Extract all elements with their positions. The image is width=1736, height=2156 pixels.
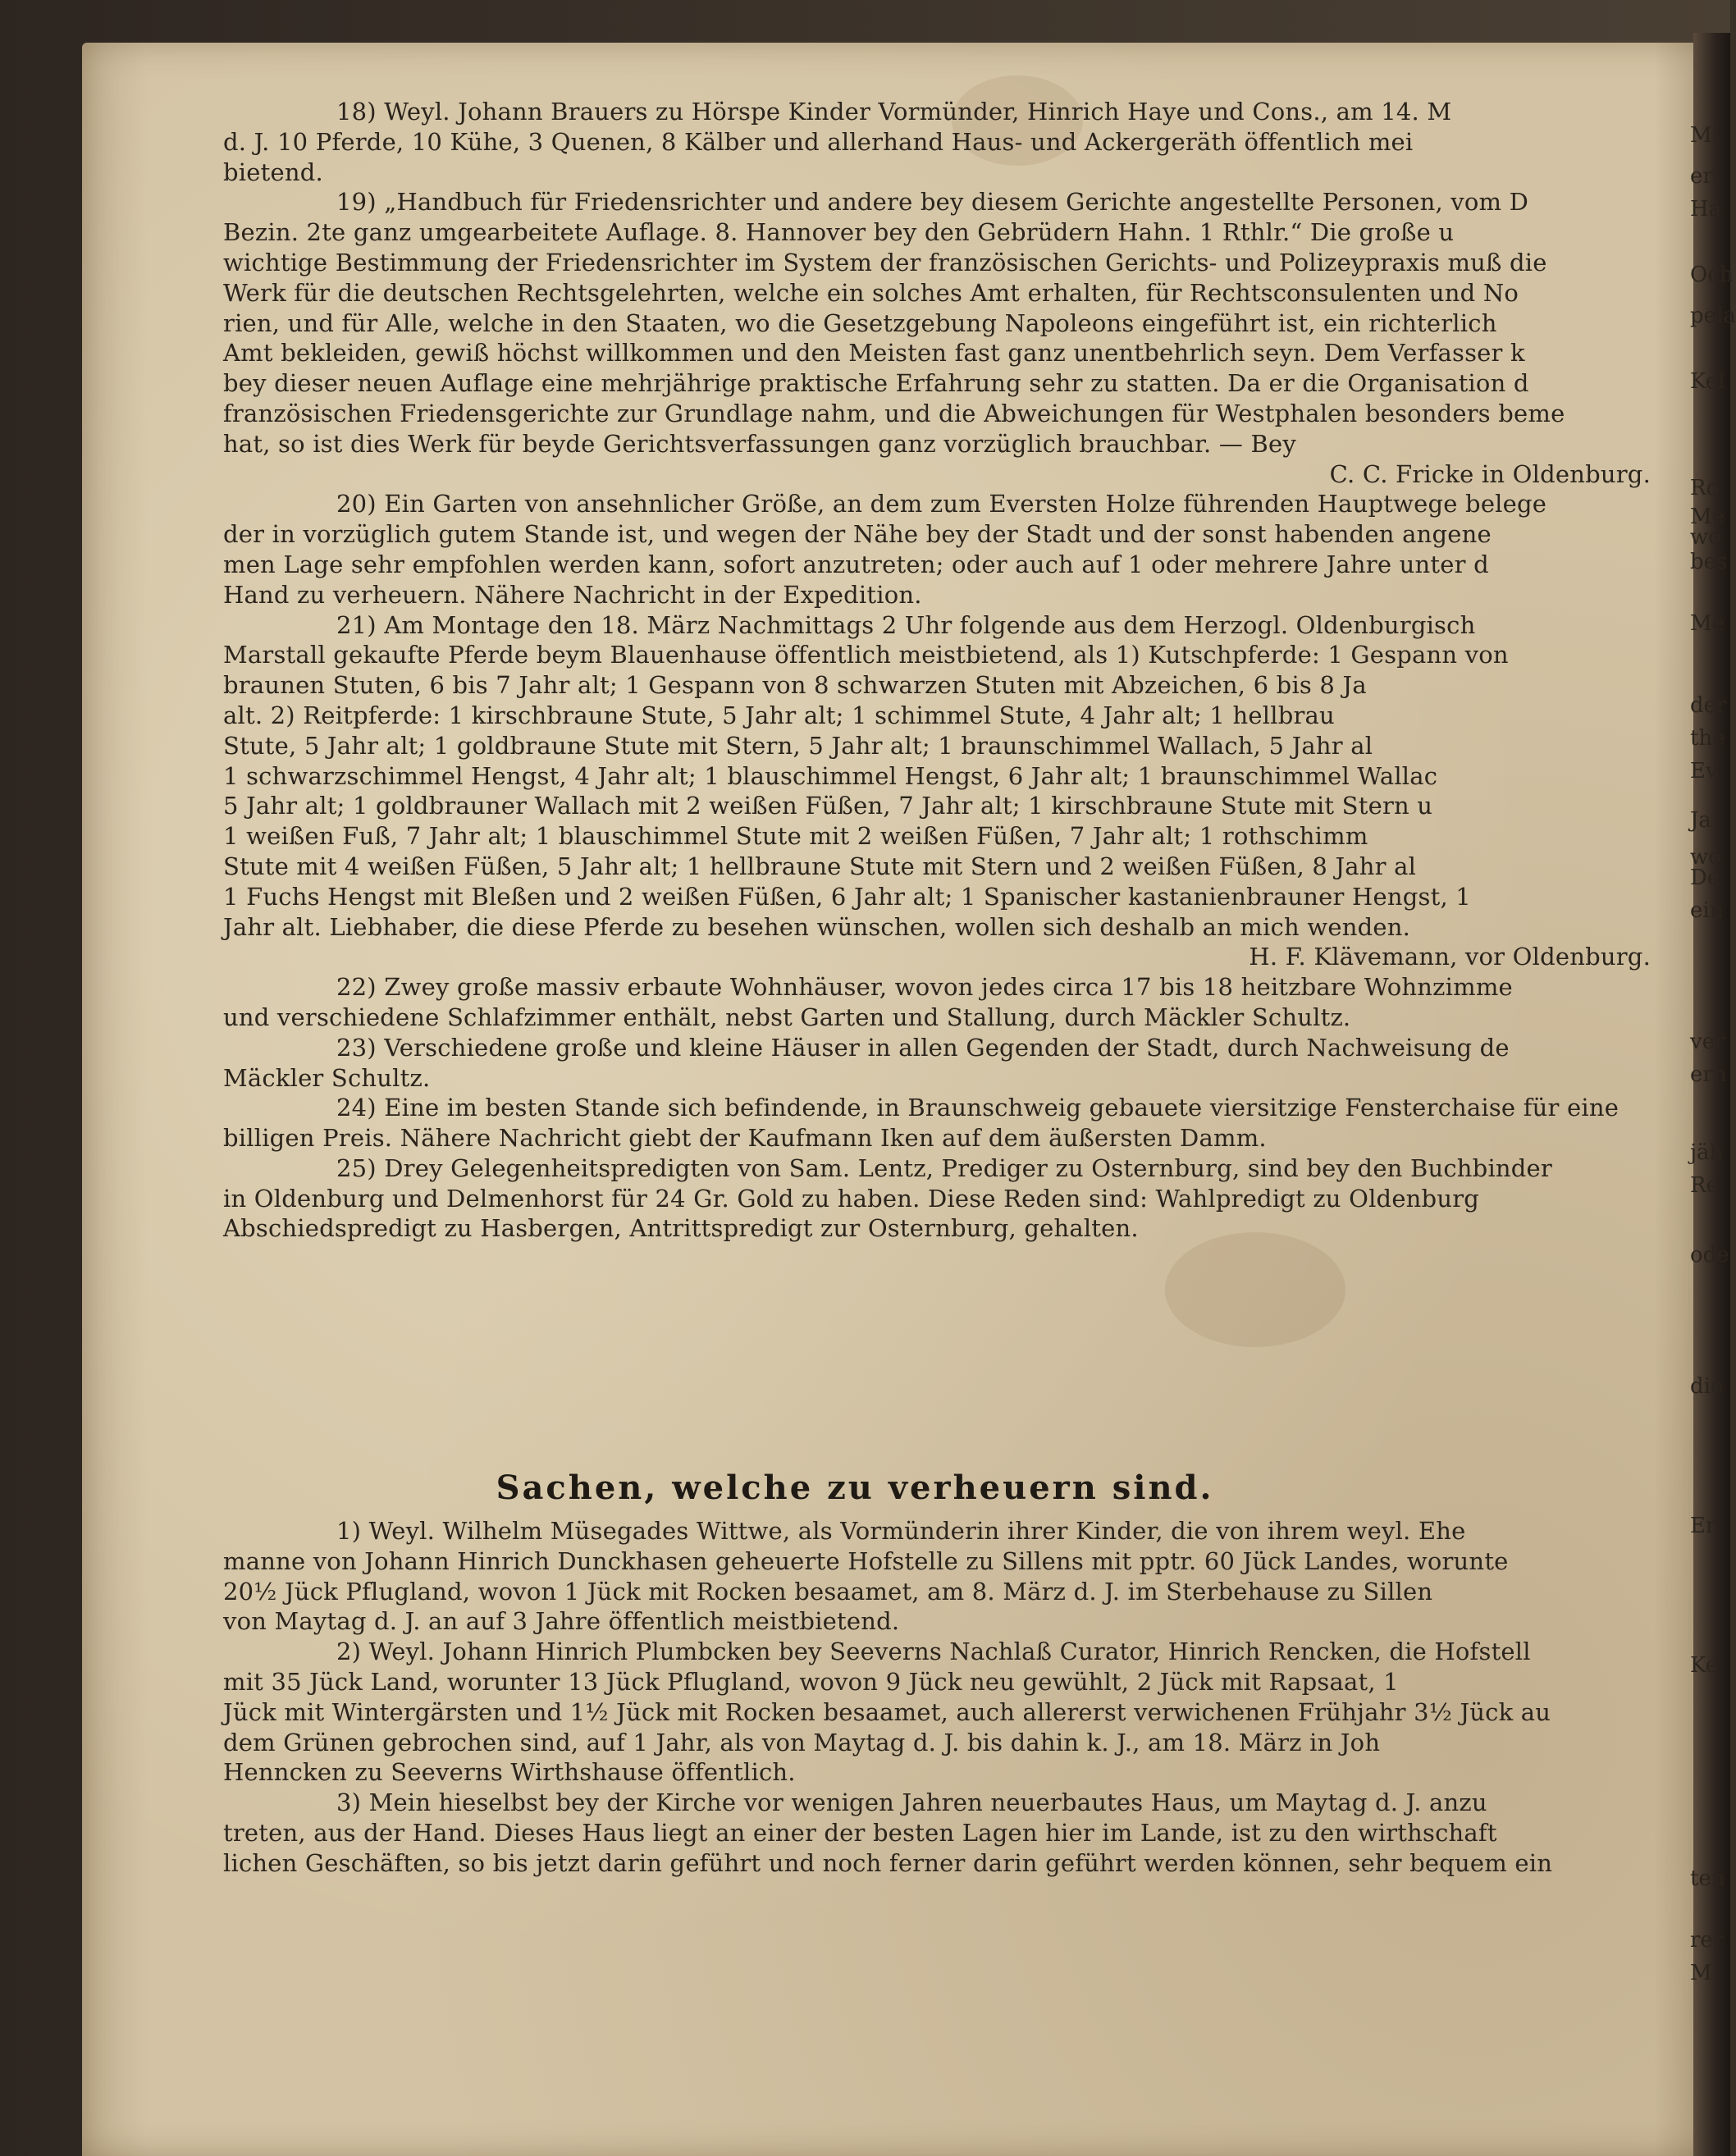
paragraph-23-line: 23) Verschiedene große und kleine Häuser in allen Gegenden der Stadt, durch Nachweisung de [336,1033,1510,1062]
paragraph-21-line: 21) Am Montage den 18. März Nachmittags 2 Uhr folgende aus dem Herzogl. Oldenburgisch [336,610,1476,639]
item-2-line: 2) Weyl. Johann Hinrich Plumbcken bey Seeverns Nachlaß Curator, Hinrich Rencken, die Hofstell [336,1638,1531,1666]
item-1-line: 1) Weyl. Wilhelm Müsegades Wittwe, als Vormünderin ihrer Kinder, die von ihrem weyl. Ehe [336,1517,1466,1545]
paragraph-22-line: und verschiedene Schlafzimmer enthält, nebst Garten und Stallung, durch Mäckler Schultz. [223,1003,1351,1031]
paragraph-25-line: 25) Drey Gelegenheitspredigten von Sam. Lentz, Prediger zu Osternburg, sind bey den Buchbinder [336,1153,1552,1182]
item-3-line: treten, aus der Hand. Dieses Haus liegt an einer der besten Lagen hier im Lande, ist zu den wirthschaft [223,1818,1497,1847]
paragraph-21-line: 1 weißen Fuß, 7 Jahr alt; 1 blauschimmel Stute mit 2 weißen Füßen, 7 Jahr alt; 1 rothschimm [223,822,1368,851]
item-3-line: lichen Geschäften, so bis jetzt darin geführt und noch ferner darin geführt werden können, sehr bequem ein [223,1848,1553,1877]
paragraph-19-line: Amt bekleiden, gewiß höchst willkommen und den Meisten fast ganz unentbehrlich seyn. Dem Verfasser k [223,339,1525,368]
paragraph-21-line: 1 schwarzschimmel Hengst, 4 Jahr alt; 1 blauschimmel Hengst, 6 Jahr alt; 1 braunschimmel Wallac [223,761,1438,790]
paragraph-19-line: 19) „Handbuch für Friedensrichter und andere bey diesem Gerichte angestellte Personen, vom D [336,188,1529,217]
margin-fragment: Kel [1690,369,1725,394]
paragraph-25-line: in Oldenburg und Delmenhorst für 24 Gr. Gold zu haben. Diese Reden sind: Wahlpredigt zu Oldenburg [223,1184,1480,1213]
item-2-line: Henncken zu Seeverns Wirthshause öffentlich. [223,1758,796,1787]
margin-fragment: M [1690,1961,1712,1985]
margin-fragment: die [1690,1374,1724,1399]
margin-fragment: rer [1690,1928,1724,1953]
paragraph-19-line: hat, so ist dies Werk für beyde Gerichtsverfassungen ganz vorzüglich brauchbar. — Bey [223,429,1296,458]
paragraph-19-line: französischen Friedensgerichte zur Grundlage nahm, und die Abweichungen für Westphalen besonders beme [223,399,1565,427]
margin-fragment: Ha [1690,197,1722,222]
paragraph-22-line: 22) Zwey große massiv erbaute Wohnhäuser, wovon jedes circa 17 bis 18 heitzbare Wohnzimme [336,973,1513,1002]
margin-fragment: Re [1690,1173,1719,1198]
signature-19: C. C. Fricke in Oldenburg. [1329,459,1651,488]
margin-fragment: Me [1690,505,1725,529]
margin-fragment: wo [1690,845,1721,870]
paragraph-21-line: 5 Jahr alt; 1 goldbrauner Wallach mit 2 weißen Füßen, 7 Jahr alt; 1 kirschbraune Stute mit Stern u [223,792,1433,820]
paragraph-19-line: Werk für die deutschen Rechtsgelehrten, welche ein solches Amt erhalten, für Rechtsconsulenten und No [223,278,1519,307]
margin-fragment: Mi [1690,123,1719,148]
paragraph-20-line: men Lage sehr empfohlen werden kann, sofort anzutreten; oder auch auf 1 oder mehrere Jahre unter d [223,550,1489,578]
item-1-line: von Maytag d. J. an auf 3 Jahre öffentlich meistbietend. [223,1607,900,1636]
margin-fragment: Ro [1690,476,1720,500]
margin-fragment: the [1690,726,1725,751]
announcements-block [223,97,1700,1244]
paragraph-24-line: billigen Preis. Nähere Nachricht giebt der Kaufmann Iken auf dem äußersten Damm. [223,1124,1267,1153]
margin-fragment: Och [1690,263,1734,287]
paragraph-19-line: wichtige Bestimmung der Friedensrichter im System der französischen Gerichts- und Polizeypraxis muß die [223,248,1547,276]
margin-fragment: Ja [1690,808,1711,833]
margin-fragment: ver [1690,1030,1725,1054]
paragraph-21-line: Marstall gekaufte Pferde beym Blauenhause öffentlich meistbietend, als 1) Kutschpferde: 1 Gespann von [223,641,1509,669]
item-1-line: 20½ Jück Pflugland, wovon 1 Jück mit Rocken besaamet, am 8. März d. J. im Sterbehause zu Sillen [223,1577,1433,1606]
margin-fragment: bes [1690,550,1728,574]
margin-fragment: der [1690,693,1727,718]
paragraph-19-line: Bezin. 2te ganz umgearbeitete Auflage. 8. Hannover bey den Gebrüdern Hahn. 1 Rthlr.“ Die große u [223,218,1455,247]
rentals-block [223,1516,1700,1879]
margin-fragment: Er [1690,1514,1716,1538]
margin-fragment: jäh [1690,1140,1724,1165]
item-3-line: 3) Mein hieselbst bey der Kirche vor wenigen Jahren neuerbautes Haus, um Maytag d. J. anzu [336,1788,1487,1817]
paragraph-21-line: 1 Fuchs Hengst mit Bleßen und 2 weißen Füßen, 6 Jahr alt; 1 Spanischer kastanienbrauner Hengst, 1 [223,882,1471,911]
paragraph-21-line: Jahr alt. Liebhaber, die diese Pferde zu besehen wünschen, wollen sich deshalb an mich wenden. [223,912,1411,941]
margin-fragment: wo [1690,525,1721,550]
paper-stain [1165,1232,1345,1347]
paragraph-19-line: rien, und für Alle, welche in den Staaten, wo die Gesetzgebung Napoleons eingeführt ist, ein richterlich [223,308,1497,337]
paragraph-21-line: Stute mit 4 weißen Füßen, 5 Jahr alt; 1 hellbraune Stute mit Stern und 2 weißen Füßen, 8 Jahr al [223,852,1417,880]
paragraph-21-line: braunen Stuten, 6 bis 7 Jahr alt; 1 Gespann von 8 schwarzen Stuten mit Abzeichen, 6 bis 8 Ja [223,671,1367,700]
item-2-line: dem Grünen gebrochen sind, auf 1 Jahr, als von Maytag d. J. bis dahin k. J., am 18. März in Joh [223,1728,1381,1756]
paragraph-20-line: 20) Ein Garten von ansehnlicher Größe, an dem zum Eversten Holze führenden Hauptwege belege [336,490,1547,518]
paragraph-21-line: Stute, 5 Jahr alt; 1 goldbraune Stute mit Stern, 5 Jahr alt; 1 braunschimmel Wallach, 5 Jahr al [223,731,1373,760]
paragraph-18-line: bietend. [223,158,323,186]
item-2-line: mit 35 Jück Land, worunter 13 Jück Pflugland, wovon 9 Jück neu gewühlt, 2 Jück mit Rapsaat, 1 [223,1667,1399,1696]
item-2-line: Jück mit Wintergärsten und 1½ Jück mit Rocken besaamet, auch allererst verwichenen Frühjahr 3½ Jück au [223,1697,1551,1726]
margin-fragment: ein [1690,898,1724,923]
margin-fragment: pela [1690,304,1736,328]
paragraph-20-line: Hand zu verheuern. Nähere Nachricht in der Expedition. [223,580,922,609]
paragraph-20-line: der in vorzüglich gutem Stande ist, und wegen der Nähe bey der Stadt und der sonst habenden angene [223,520,1492,549]
margin-fragment: Me [1690,611,1725,636]
paragraph-25-line: Abschiedspredigt zu Hasbergen, Antrittspredigt zur Osternburg, gehalten. [223,1214,1139,1243]
paragraph-18-line: d. J. 10 Pferde, 10 Kühe, 3 Quenen, 8 Kälber und allerhand Haus- und Ackergeräth öffentlich mei [223,127,1414,156]
margin-fragment: eri [1690,164,1720,189]
margin-fragment: ode [1690,1243,1729,1268]
paragraph-23-line: Mäckler Schultz. [223,1063,431,1092]
paragraph-19-line: bey dieser neuen Auflage eine mehrjährige praktische Erfahrung sehr zu statten. Da er die Organisation d [223,369,1529,398]
item-1-line: manne von Johann Hinrich Dunckhasen geheuerte Hofstelle zu Sillens mit pptr. 60 Jück Landes, worunte [223,1546,1509,1575]
paragraph-18-line: 18) Weyl. Johann Brauers zu Hörspe Kinder Vormünder, Hinrich Haye und Cons., am 14. M [336,98,1452,126]
section-heading: Sachen, welche zu verheuern sind. [496,1469,1214,1507]
paragraph-24-line: 24) Eine im besten Stande sich befindende, in Braunschweig gebauete viersitzige Fensterchaise für eine [336,1094,1620,1122]
margin-fragment: De [1690,866,1720,890]
margin-fragment: erh [1690,1062,1727,1087]
margin-fragment: Ke [1690,1653,1719,1678]
paragraph-21-line: alt. 2) Reitpferde: 1 kirschbraune Stute, 5 Jahr alt; 1 schimmel Stute, 4 Jahr alt; 1 hellbrau [223,701,1335,729]
margin-fragment: Ev [1690,759,1718,783]
margin-fragment: ten [1690,1866,1725,1891]
signature-21: H. F. Klävemann, vor Oldenburg. [1249,943,1651,971]
